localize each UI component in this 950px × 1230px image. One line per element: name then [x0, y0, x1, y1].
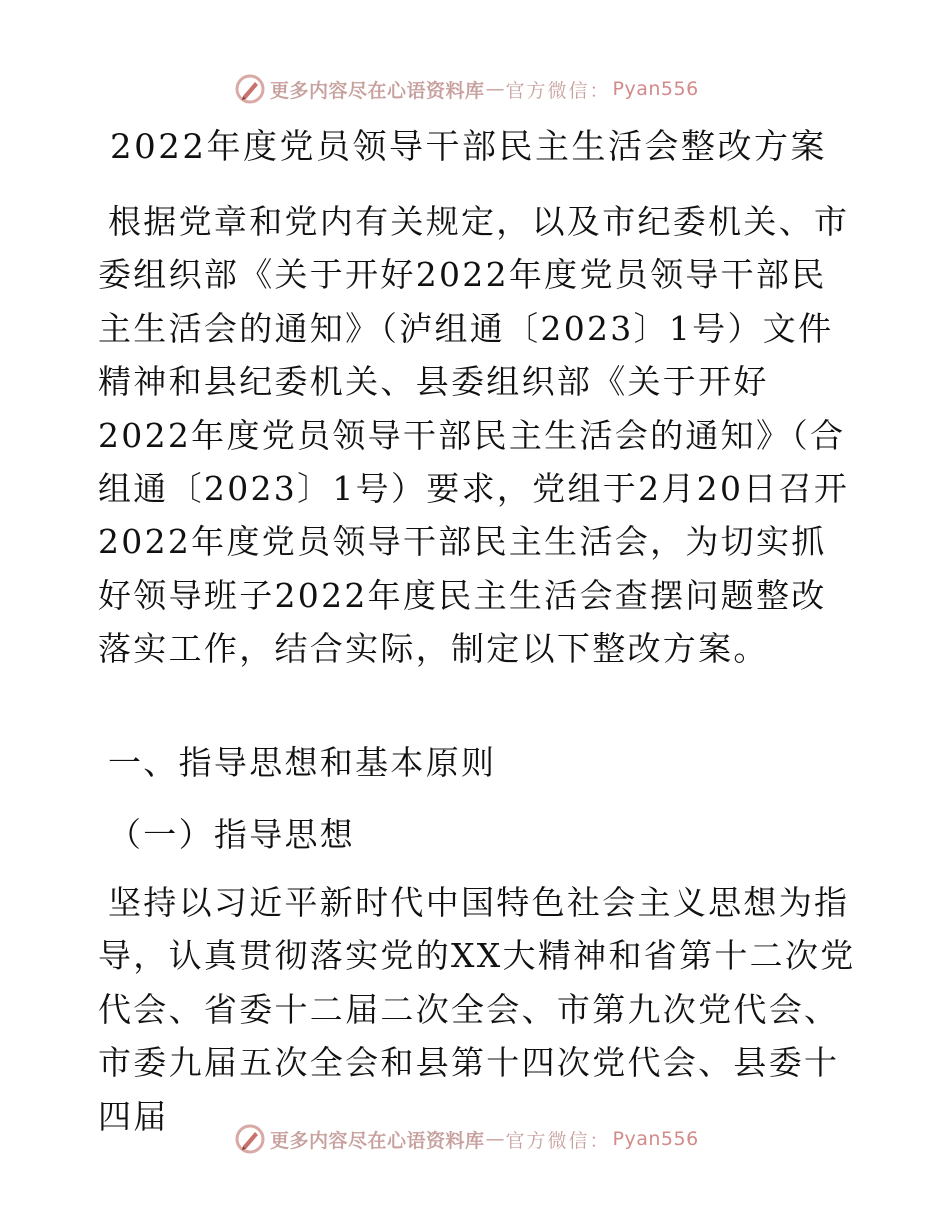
watermark-label: 官方微信： — [505, 1129, 611, 1152]
section-heading: 一、指导思想和基本原则 — [108, 743, 497, 782]
intro-paragraph: 根据党章和党内有关规定，以及市纪委机关、市委组织部《关于开好2022年度党员领导干部民主生活会的通知》（泸组通〔2023〕1号）文件精神和县纪委机关、县委组织部《关于开好2022年度党员领导干部民主生活会的通知》（合组通〔2023〕1号）要求，党组于2月20日召开2022年度党员领导干部民主生活会，为切实抓好领导班子2022年度民主生活会查摆问题整改落实工作，结合实际，制定以下整改方案。 — [98, 202, 850, 669]
watermark-label: 官方微信： — [505, 79, 611, 102]
watermark-text: 更多内容尽在心语资料库 — [270, 1129, 485, 1152]
watermark-id: Pyan556 — [612, 1128, 699, 1150]
watermark-dash: — — [485, 1128, 505, 1150]
pen-logo-icon — [234, 73, 266, 105]
watermark-id: Pyan556 — [612, 78, 699, 100]
watermark-footer — [234, 1122, 699, 1156]
subsection-heading: （一）指导思想 — [108, 815, 356, 854]
pen-logo-icon — [234, 1123, 266, 1155]
watermark-text: 更多内容尽在心语资料库 — [270, 79, 485, 102]
watermark-dash: — — [485, 78, 505, 100]
document-title: 2022年度党员领导干部民主生活会整改方案 — [110, 127, 828, 167]
watermark-header — [234, 72, 699, 106]
body-paragraph: 坚持以习近平新时代中国特色社会主义思想为指导，认真贯彻落实党的XX大精神和省第十二次党代会、省委十二届二次全会、市第九次党代会、市委九届五次全会和县第十四次党代会、县委十四届 — [98, 883, 856, 1136]
